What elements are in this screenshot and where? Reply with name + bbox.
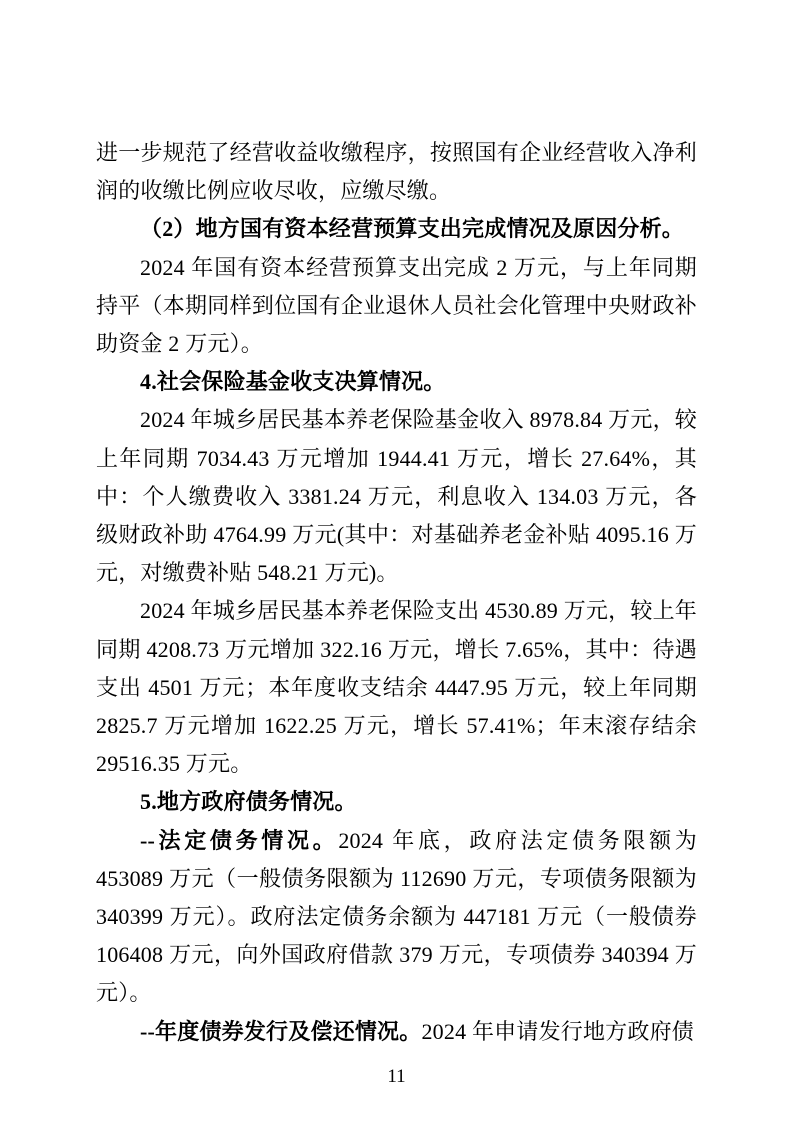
paragraph-text: 2024 年底，政府法定债务限额为 453089 万元（一般债务限额为 112690 万元，专项债务限额为 340399 万元）。政府法定债务余额为 447181 万元（一般债券 106408 万元，向外国政府借款 379 万元，专项债券 340394 万元）。 — [96, 827, 697, 1006]
document-body — [96, 134, 697, 1051]
subheading-text: --法定债务情况。 — [140, 827, 339, 853]
subheading-text: --年度债券发行及偿还情况。 — [140, 1018, 422, 1044]
heading-social-insurance — [96, 363, 697, 401]
paragraph-capital-expense — [96, 249, 697, 364]
heading-expense-analysis — [96, 210, 697, 248]
paragraph-legal-debt — [96, 822, 697, 1013]
heading-text: 4.社会保险基金收支决算情况。 — [140, 369, 446, 395]
heading-text: 5.地方政府债务情况。 — [140, 789, 357, 815]
paragraph-text: 2024 年申请发行地方政府债 — [421, 1018, 694, 1044]
paragraph-bond-issuance — [96, 1013, 697, 1051]
heading-text: （2）地方国有资本经营预算支出完成情况及原因分析。 — [140, 216, 685, 242]
page-number: 11 — [387, 1066, 406, 1087]
paragraph-text: 2024 年城乡居民基本养老保险基金收入 8978.84 万元，较上年同期 7034.43 万元增加 1944.41 万元，增长 27.64%，其中：个人缴费收入 3381.24 万元，利息收入 134.03 万元，各级财政补助 4764.99 万元(其中：对基础养老金补贴 4095.16 万元，对缴费补贴 548.21 万元)。 — [96, 407, 697, 586]
paragraph-pension-expense — [96, 592, 697, 783]
paragraph-pension-income — [96, 401, 697, 592]
heading-government-debt — [96, 783, 697, 821]
paragraph-text: 进一步规范了经营收益收缴程序，按照国有企业经营收入净利润的收缴比例应收尽收，应缴尽缴。 — [96, 140, 697, 204]
paragraph-text: 2024 年城乡居民基本养老保险支出 4530.89 万元，较上年同期 4208.73 万元增加 322.16 万元，增长 7.65%，其中：待遇支出 4501 万元；本年度收支结余 4447.95 万元，较上年同期 2825.7 万元增加 1622.25 万元，增长 57.41%；年末滚存结余 29516.35 万元。 — [96, 598, 697, 777]
paragraph-text: 2024 年国有资本经营预算支出完成 2 万元，与上年同期持平（本期同样到位国有企业退休人员社会化管理中央财政补助资金 2 万元）。 — [96, 254, 697, 357]
paragraph-continuation — [96, 134, 697, 210]
